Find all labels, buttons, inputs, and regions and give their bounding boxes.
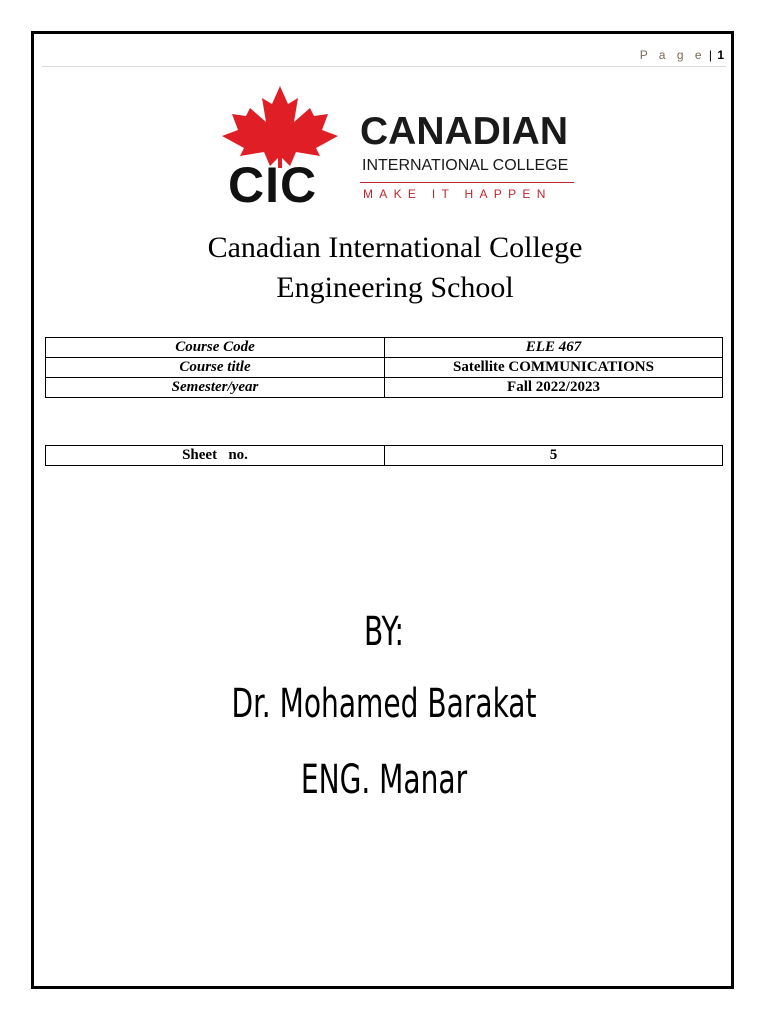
course-title-label: Course title	[46, 358, 385, 378]
title-line-1: Canadian International College	[207, 231, 583, 264]
author-2: ENG. Manar	[300, 757, 468, 803]
course-title-value: Satellite COMMUNICATIONS	[385, 358, 723, 378]
logo-initials: CIC	[228, 157, 318, 213]
college-logo	[218, 86, 578, 213]
logo-brand-name: CANADIAN	[360, 110, 568, 153]
page-number-header	[640, 48, 724, 62]
header-rule	[42, 66, 726, 67]
course-code-value: ELE 467	[385, 338, 723, 358]
table-row	[46, 446, 723, 466]
sheet-number-table	[45, 445, 723, 466]
author-1: Dr. Mohamed Barakat	[231, 681, 537, 727]
by-label: BY:	[363, 609, 404, 655]
semester-value: Fall 2022/2023	[385, 378, 723, 398]
course-info-table	[45, 337, 723, 398]
logo-divider	[360, 182, 574, 183]
semester-label: Semester/year	[46, 378, 385, 398]
title-line-2: Engineering School	[276, 271, 514, 304]
maple-leaf-icon	[218, 86, 342, 168]
sheet-label: Sheet no.	[46, 446, 385, 466]
page-number: 1	[717, 48, 724, 62]
course-code-label: Course Code	[46, 338, 385, 358]
table-row	[46, 358, 723, 378]
logo-brand-subtitle: INTERNATIONAL COLLEGE	[362, 157, 569, 174]
logo-tagline: MAKE IT HAPPEN	[363, 187, 552, 201]
table-row	[46, 338, 723, 358]
page-separator: |	[708, 48, 712, 62]
table-row	[46, 378, 723, 398]
page-word: P a g e	[639, 48, 706, 62]
sheet-value: 5	[385, 446, 723, 466]
